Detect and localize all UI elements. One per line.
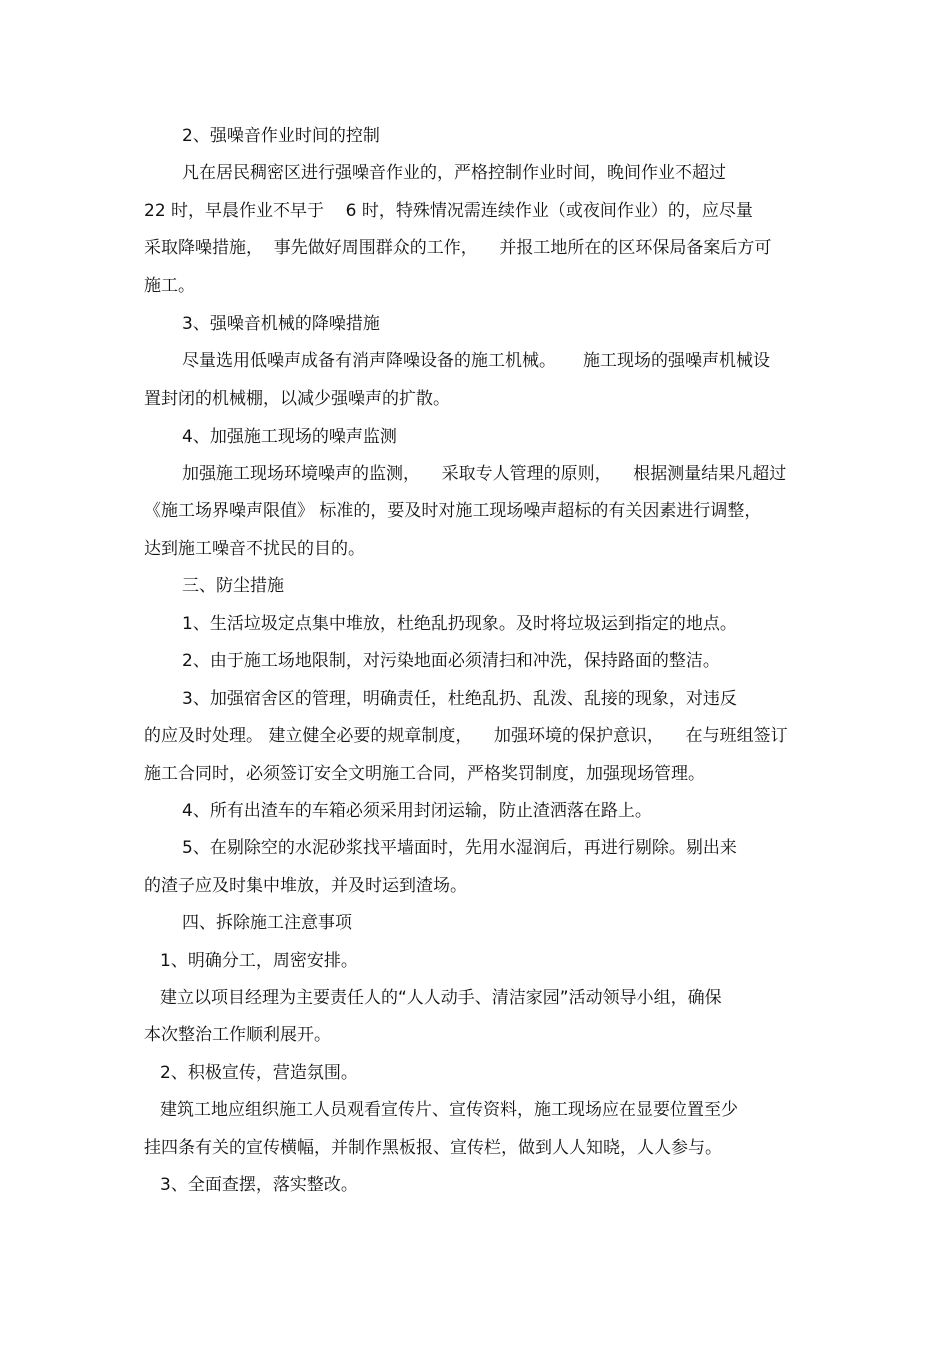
paragraph-line: 采取降噪措施， 事先做好周围群众的工作， 并报工地所在的区环保局备案后方可 bbox=[144, 238, 772, 258]
paragraph-line: 的渣子应及时集中堆放，并及时运到渣场。 bbox=[144, 876, 467, 896]
section-heading-demolition: 四、拆除施工注意事项 bbox=[182, 913, 352, 933]
section-heading-dust: 三、防尘措施 bbox=[182, 576, 284, 596]
paragraph-line: 置封闭的机械棚，以减少强噪声的扩散。 bbox=[144, 389, 450, 409]
paragraph-line: 凡在居民稠密区进行强噪音作业的，严格控制作业时间，晚间作业不超过 bbox=[182, 163, 726, 183]
list-item: 2、由于施工场地限制，对污染地面必须清扫和冲洗，保持路面的整洁。 bbox=[182, 651, 720, 671]
paragraph-line: 建筑工地应组织施工人员观看宣传片、宣传资料，施工现场应在显要位置至少 bbox=[160, 1100, 738, 1120]
paragraph-line: 达到施工噪音不扰民的目的。 bbox=[144, 539, 365, 559]
heading-noise-time-control: 2、强噪音作业时间的控制 bbox=[182, 126, 380, 146]
paragraph-line: 施工合同时，必须签订安全文明施工合同，严格奖罚制度，加强现场管理。 bbox=[144, 764, 705, 784]
paragraph-line: 的应及时处理。 建立健全必要的规章制度， 加强环境的保护意识， 在与班组签订 bbox=[144, 726, 788, 746]
paragraph-line: 施工。 bbox=[144, 276, 195, 296]
paragraph-line: 尽量选用低噪声成备有消声降噪设备的施工机械。 施工现场的强噪声机械设 bbox=[182, 351, 771, 371]
heading-noise-monitoring: 4、加强施工现场的噪声监测 bbox=[182, 427, 397, 447]
list-item: 1、明确分工，周密安排。 bbox=[160, 951, 358, 971]
paragraph-line: 加强施工现场环境噪声的监测， 采取专人管理的原则， 根据测量结果凡超过 bbox=[182, 464, 787, 484]
list-item: 3、全面查摆，落实整改。 bbox=[160, 1175, 358, 1195]
paragraph-line: 挂四条有关的宣传横幅，并制作黑板报、宣传栏，做到人人知晓，人人参与。 bbox=[144, 1138, 722, 1158]
paragraph-line: 《施工场界噪声限值》 标准的，要及时对施工现场噪声超标的有关因素进行调整， bbox=[144, 501, 762, 521]
paragraph-line: 22 时，早晨作业不早于 6 时，特殊情况需连续作业（或夜间作业）的，应尽量 bbox=[144, 201, 753, 221]
list-item: 1、生活垃圾定点集中堆放，杜绝乱扔现象。及时将垃圾运到指定的地点。 bbox=[182, 614, 737, 634]
list-item: 3、加强宿舍区的管理，明确责任，杜绝乱扔、乱泼、乱接的现象，对违反 bbox=[182, 689, 737, 709]
list-item: 2、积极宣传，营造氛围。 bbox=[160, 1063, 358, 1083]
paragraph-line: 本次整治工作顺利展开。 bbox=[144, 1025, 331, 1045]
list-item: 4、所有出渣车的车箱必须采用封闭运输，防止渣洒落在路上。 bbox=[182, 801, 652, 821]
list-item: 5、在剔除空的水泥砂浆找平墙面时，先用水湿润后，再进行剔除。剔出来 bbox=[182, 838, 737, 858]
paragraph-line: 建立以项目经理为主要责任人的“人人动手、清洁家园”活动领导小组，确保 bbox=[160, 988, 722, 1008]
heading-noise-machinery: 3、强噪音机械的降噪措施 bbox=[182, 314, 380, 334]
